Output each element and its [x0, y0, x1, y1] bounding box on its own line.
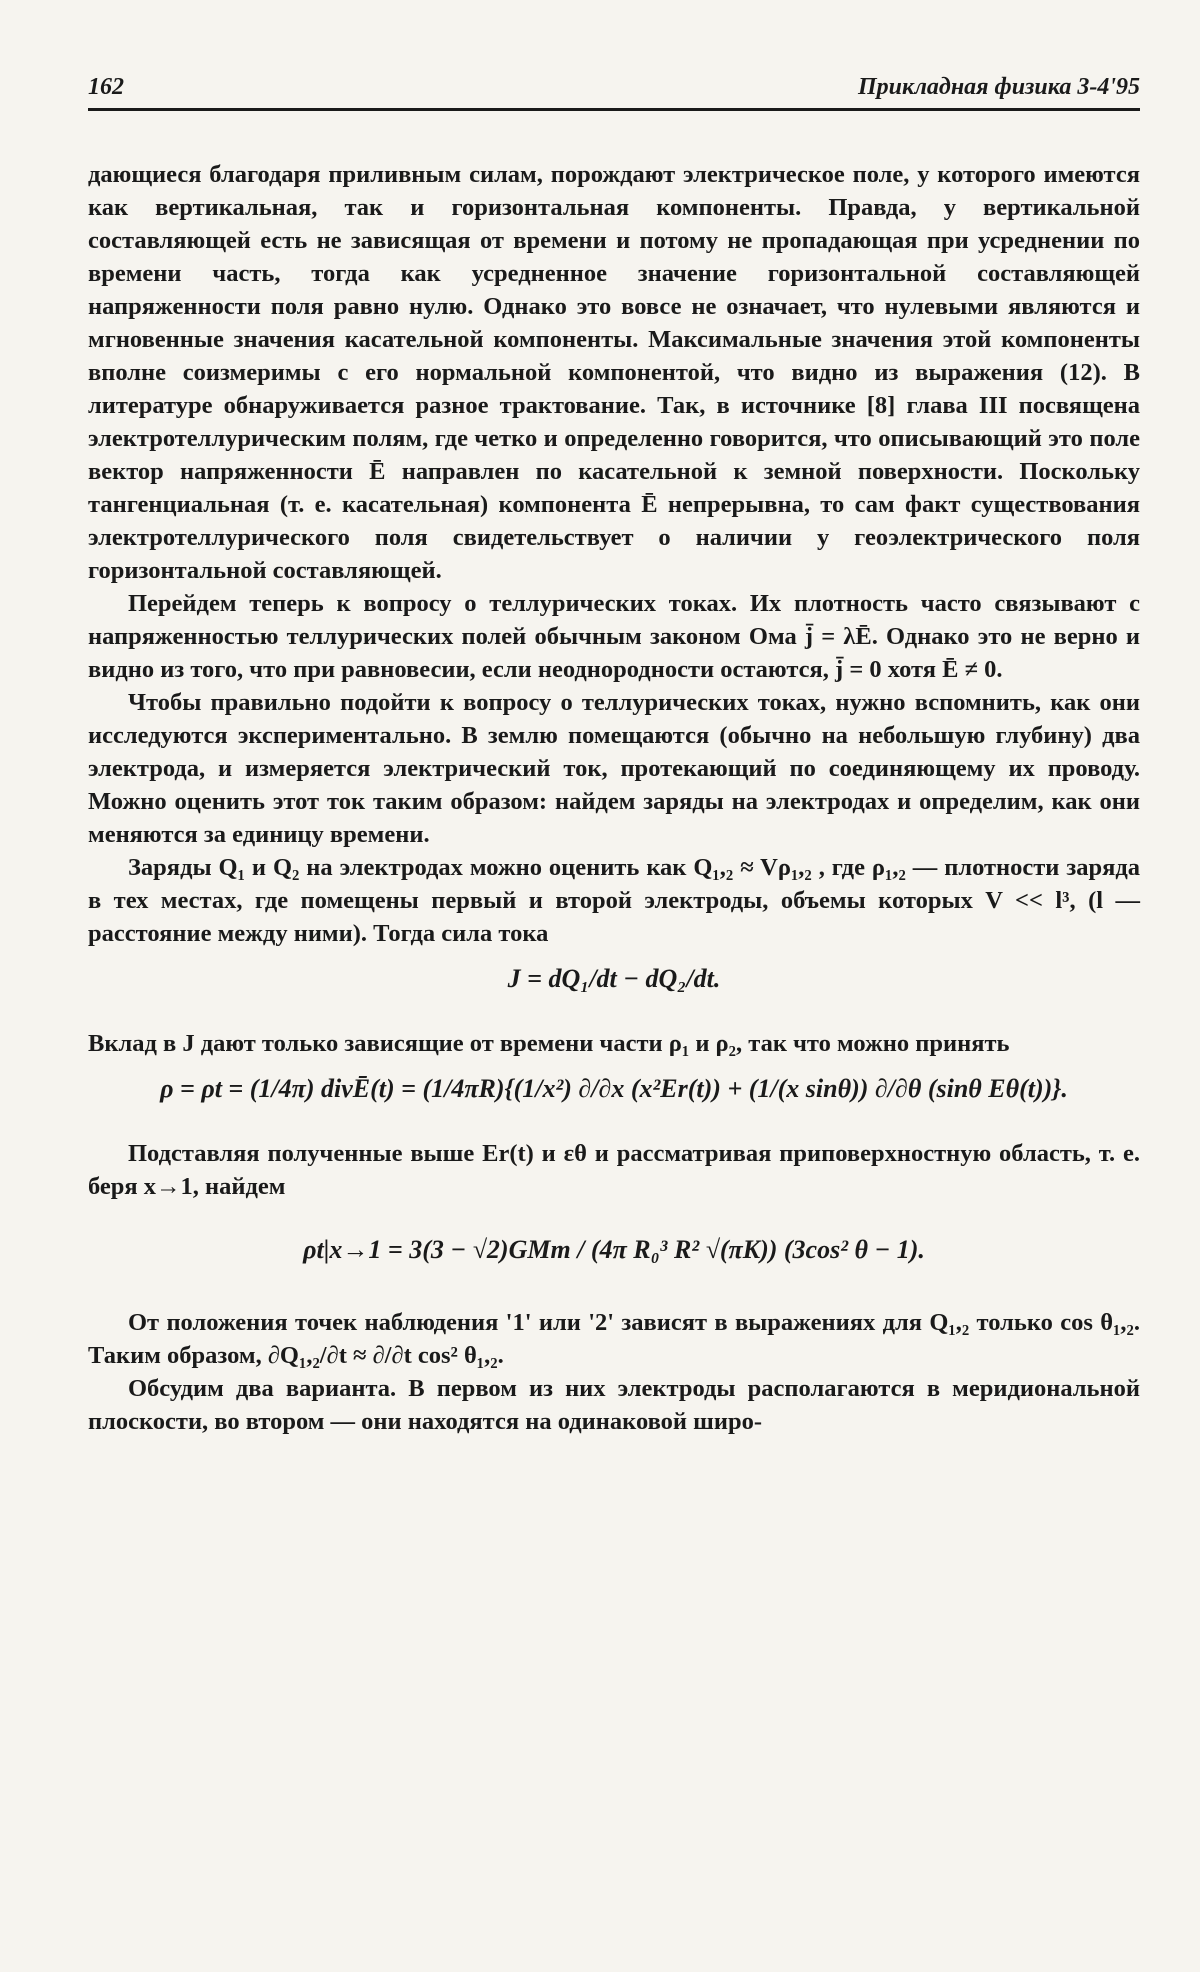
- page-header: [88, 72, 1140, 111]
- paragraph: Обсудим два варианта. В первом из них электроды располагаются в меридиональной плоскости, во втором — они находятся на одинаковой широ-: [88, 1375, 1140, 1435]
- page-number: 162: [88, 74, 124, 100]
- article-body: [88, 158, 1140, 1438]
- paragraph: Чтобы правильно подойти к вопросу о теллурических токах, нужно вспомнить, как они исследуются экспериментально. В землю помещаются (обычно на небольшую глубину) два электрода, и измеряется электрический ток, протекающий по соединяющему их проводу. Можно оценить этот ток таким образом: найдем заряды на электродах и определим, как они меняются за единицу времени.: [88, 689, 1140, 848]
- paragraph: Вклад в J дают только зависящие от времени части ρ₁ и ρ₂, так что можно принять: [88, 1030, 1010, 1057]
- paragraph: Подставляя полученные выше Er(t) и εθ и рассматривая приповерхностную область, т. е. беря x→1, найдем: [88, 1140, 1140, 1200]
- paragraph: дающиеся благодаря приливным силам, порождают электрическое поле, у которого имеются как вертикальная, так и горизонтальная компоненты. Правда, у вертикальной составляющей есть не зависящая от времени и потому не пропадающая при усреднении по времени часть, тогда как усредненное значение горизонтальной составляющей напряженности поля равно нулю. Однако это вовсе не означает, что нулевыми являются и мгновенные значения касательной компоненты. Максимальные значения этой компоненты вполне соизмеримы с его нормальной компонентой, что видно из выражения (12). В литературе обнаруживается разное трактование. Так, в источнике [8] глава III посвящена электротеллурическим полям, где четко и определенно говорится, что описывающий это поле вектор напряженности Ē направлен по касательной к земной поверхности. Поскольку тангенциальная (т. е. касательная) компонента Ē непрерывна, то сам факт существования электротеллурического поля свидетельствует о наличии у геоэлектрического поля горизонтальной составляющей.: [88, 161, 1140, 584]
- journal-title: Прикладная физика 3-4'95: [857, 74, 1140, 100]
- paragraph: Перейдем теперь к вопросу о теллурических токах. Их плотность часто связывают с напряженностью теллурических полей обычным законом Ома j̄ = λĒ. Однако это не верно и видно из того, что при равновесии, если неоднородности остаются, j̄ = 0 хотя Ē ≠ 0.: [88, 590, 1140, 683]
- formula-current: J = dQ₁/dt − dQ₂/dt.: [507, 964, 721, 993]
- formula-density: ρ = ρt = (1/4π) divĒ(t) = (1/4πR){(1/x²) ∂/∂x (x²Er(t)) + (1/(x sinθ)) ∂/∂θ (sinθ Eθ(t))}.: [160, 1074, 1068, 1103]
- paragraph: От положения точек наблюдения '1' или '2' зависят в выражениях для Q₁,₂ только cos θ₁,₂. Таким образом, ∂Q₁,₂/∂t ≈ ∂/∂t cos² θ₁,₂.: [88, 1309, 1140, 1369]
- formula-surface: ρt|x→1 = 3(3 − √2)GMm / (4π R₀³ R² √(πK)) (3cos² θ − 1).: [303, 1235, 925, 1264]
- paragraph: Заряды Q₁ и Q₂ на электродах можно оценить как Q₁,₂ ≈ Vρ₁,₂ , где ρ₁,₂ — плотности заряда в тех местах, где помещены первый и второй электроды, объемы которых V << l³, (l — расстояние между ними). Тогда сила тока: [88, 854, 1140, 947]
